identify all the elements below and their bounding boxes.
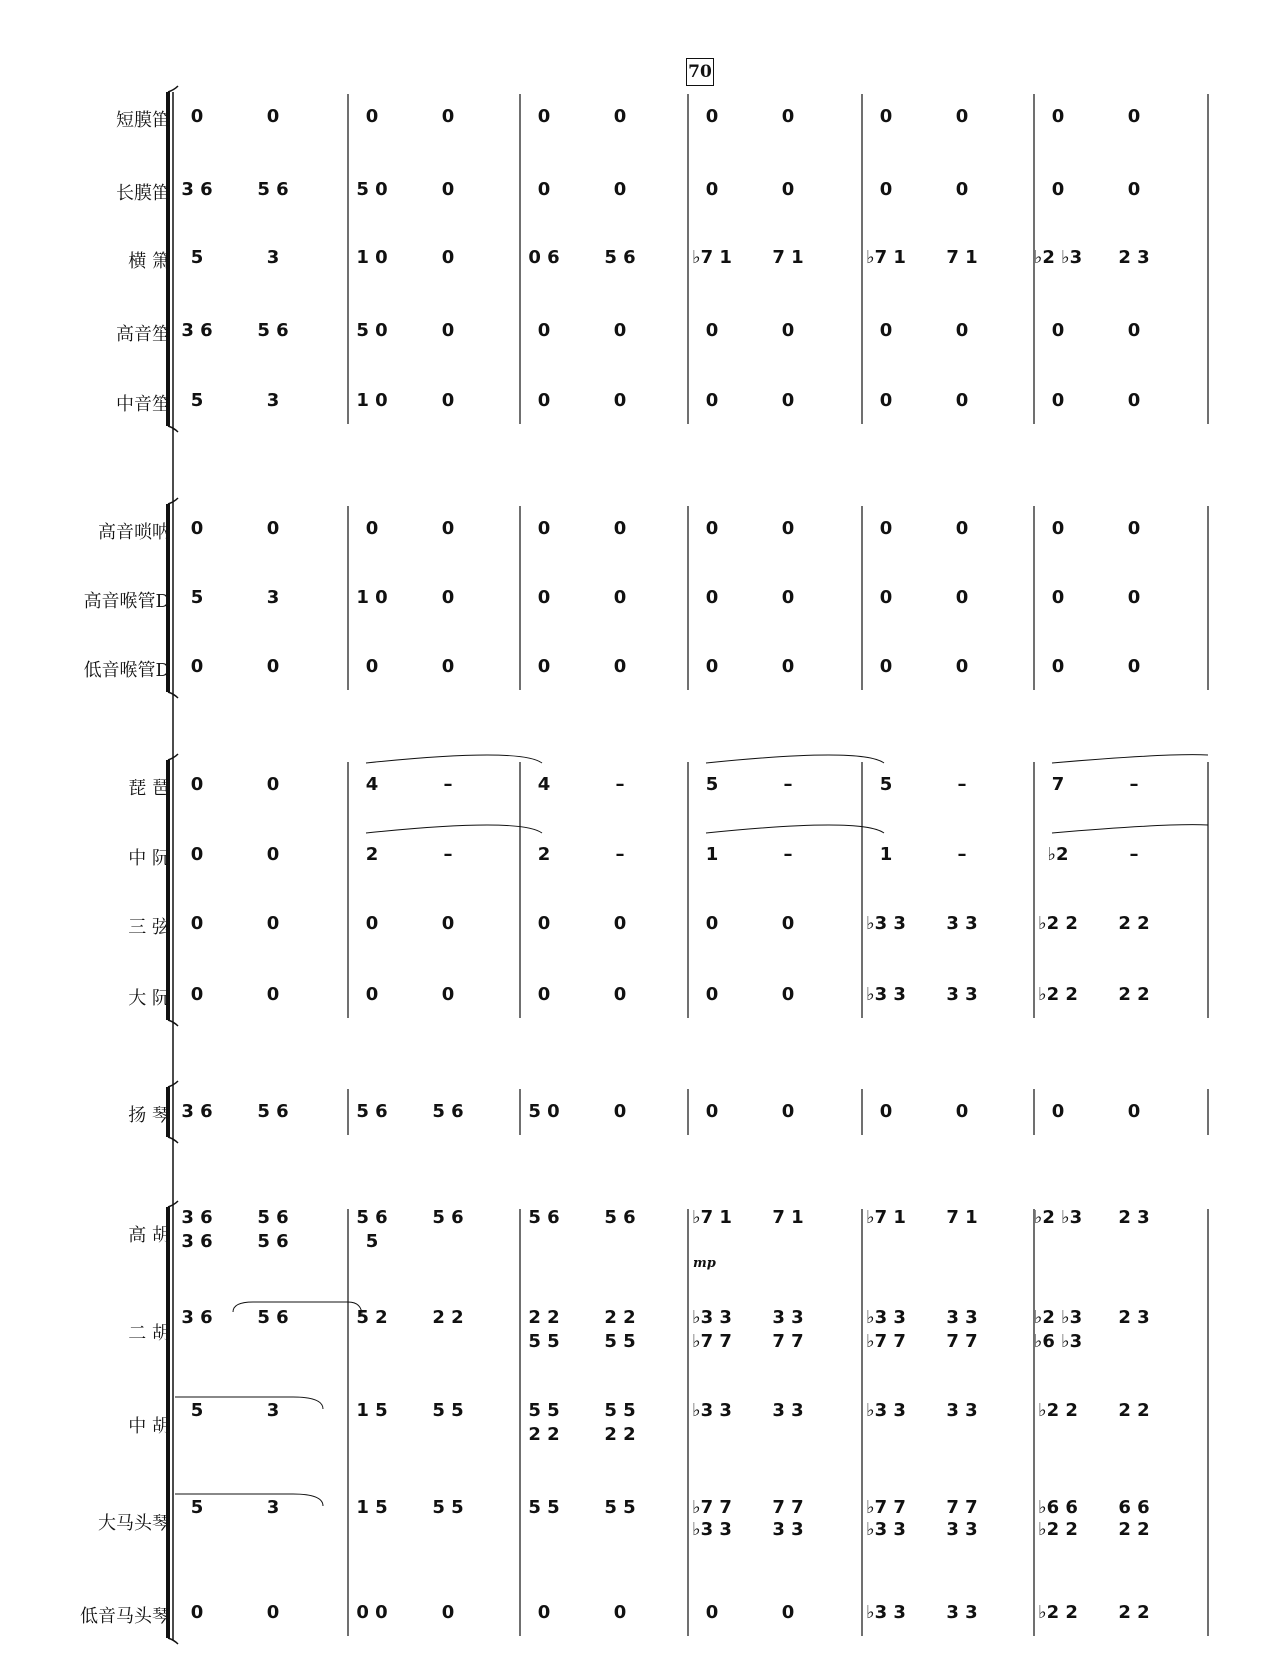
tie-arc: [706, 755, 884, 763]
note-cell: 0: [781, 587, 795, 608]
instrument-label: 中 胡: [128, 1416, 170, 1437]
note-cell: 0: [266, 106, 280, 127]
note-cell: 3 6: [181, 1307, 213, 1328]
note-cell: 0: [879, 587, 893, 608]
note-cell: ♭3 3: [866, 1400, 906, 1421]
note-cell: 0: [1127, 320, 1141, 341]
note-cell: 0: [781, 913, 795, 934]
note-cell: 5 6: [604, 1207, 636, 1228]
note-cell-lower: 2 2: [604, 1424, 636, 1445]
note-cell: 0: [705, 913, 719, 934]
note-cell: 7: [1051, 774, 1065, 795]
note-cell: 0: [441, 518, 455, 539]
note-cell: 0: [781, 106, 795, 127]
note-cell: 5 6: [528, 1207, 560, 1228]
note-cell: 0: [1127, 179, 1141, 200]
note-cell: 0: [190, 984, 204, 1005]
note-cell: 0: [365, 913, 379, 934]
note-cell: 0: [705, 179, 719, 200]
note-cell: 0: [537, 587, 551, 608]
note-cell: 0: [441, 320, 455, 341]
note-cell: 0: [441, 390, 455, 411]
note-cell: 0: [705, 587, 719, 608]
note-cell: 0: [1051, 587, 1065, 608]
note-cell: ♭2 ♭3: [1033, 1307, 1083, 1328]
tie-arc: [1052, 755, 1208, 763]
note-cell-lower: 3 3: [772, 1519, 804, 1540]
note-cell: 5: [190, 390, 204, 411]
slur: [233, 1302, 362, 1316]
note-cell: ♭6 6: [1038, 1497, 1078, 1518]
note-cell: –: [615, 844, 625, 865]
note-cell: 5 2: [356, 1307, 388, 1328]
note-cell: ♭2 2: [1038, 1602, 1078, 1623]
note-cell: ♭3 3: [866, 1602, 906, 1623]
note-cell: 0: [537, 984, 551, 1005]
note-cell: 5: [190, 587, 204, 608]
note-cell: 2 3: [1118, 1207, 1150, 1228]
instrument-label: 中 阮: [128, 848, 170, 869]
note-cell: 5 0: [528, 1101, 560, 1122]
note-cell: 0: [879, 1101, 893, 1122]
note-cell: 0: [955, 320, 969, 341]
note-cell: 0: [781, 390, 795, 411]
note-cell-lower: 3 3: [946, 1519, 978, 1540]
note-cell: –: [1129, 774, 1139, 795]
note-cell: 2 2: [1118, 913, 1150, 934]
bracket-hook-top: [168, 86, 178, 92]
note-cell: 0: [1051, 320, 1065, 341]
note-cell: 2: [365, 844, 379, 865]
note-cell: 0: [537, 390, 551, 411]
note-cell: 7 1: [772, 1207, 804, 1228]
note-cell: ♭3 3: [866, 1307, 906, 1328]
instrument-label: 长膜笛: [116, 183, 170, 204]
note-cell: 5: [705, 774, 719, 795]
note-cell: 0: [705, 320, 719, 341]
note-cell: 0: [266, 913, 280, 934]
note-cell: 0: [781, 320, 795, 341]
note-cell: 3: [266, 1400, 280, 1421]
note-cell: 0: [190, 774, 204, 795]
note-cell: 0: [537, 913, 551, 934]
instrument-label: 三 弦: [128, 917, 170, 938]
instrument-label: 低音马头琴: [80, 1606, 170, 1627]
note-cell: 1 0: [356, 247, 388, 268]
instrument-label: 高 胡: [128, 1225, 170, 1246]
instrument-label: 高音喉管D: [83, 591, 170, 612]
note-cell: 1 5: [356, 1400, 388, 1421]
note-cell-lower: 5 5: [528, 1331, 560, 1352]
note-cell: 5: [879, 774, 893, 795]
note-cell: 7 1: [946, 247, 978, 268]
note-cell: 0: [190, 1602, 204, 1623]
note-cell: 0: [441, 179, 455, 200]
note-cell: 0: [955, 656, 969, 677]
note-cell: 1: [705, 844, 719, 865]
note-cell: 0: [1051, 179, 1065, 200]
note-cell: 3 3: [946, 1307, 978, 1328]
note-cell: –: [443, 844, 453, 865]
note-cell: 5: [190, 1497, 204, 1518]
note-cell: 5 0: [356, 320, 388, 341]
note-cell: 0 0: [356, 1602, 388, 1623]
note-cell: 0: [441, 587, 455, 608]
note-cell: –: [783, 844, 793, 865]
note-cell: 0: [781, 518, 795, 539]
rehearsal-mark: 70: [686, 58, 714, 86]
note-cell: 0: [190, 106, 204, 127]
note-cell: 0: [1127, 1101, 1141, 1122]
note-cell: 0: [365, 106, 379, 127]
note-cell: ♭3 3: [866, 984, 906, 1005]
note-cell: 0: [537, 1602, 551, 1623]
note-cell: 0: [613, 390, 627, 411]
instrument-label: 短膜笛: [116, 110, 170, 131]
note-cell: 4: [365, 774, 379, 795]
note-cell: 0: [955, 518, 969, 539]
note-cell: 0: [441, 913, 455, 934]
note-cell: ♭3 3: [692, 1400, 732, 1421]
note-cell: 2 2: [1118, 1602, 1150, 1623]
note-cell: 0: [781, 1101, 795, 1122]
note-cell: 3 3: [946, 913, 978, 934]
note-cell-lower: 5: [365, 1231, 379, 1252]
note-cell: 0: [266, 518, 280, 539]
note-cell: 0: [955, 179, 969, 200]
instrument-label: 横 箫: [128, 251, 170, 272]
note-cell: 0: [365, 656, 379, 677]
note-cell: 4: [537, 774, 551, 795]
note-cell: 1: [879, 844, 893, 865]
dynamic-mark: mp: [693, 1256, 716, 1271]
note-cell: 7 1: [946, 1207, 978, 1228]
note-cell: ♭7 1: [692, 1207, 732, 1228]
note-cell: 0: [1127, 587, 1141, 608]
note-cell: 0: [705, 1602, 719, 1623]
note-cell: 0: [613, 179, 627, 200]
note-cell: 0: [537, 518, 551, 539]
note-cell: 5 5: [604, 1497, 636, 1518]
note-cell: ♭7 7: [692, 1497, 732, 1518]
note-cell: 0: [441, 247, 455, 268]
instrument-label: 琵 琶: [128, 778, 170, 799]
note-cell: 0: [190, 656, 204, 677]
note-cell: 5 0: [356, 179, 388, 200]
note-cell: –: [783, 774, 793, 795]
note-cell: 0: [955, 1101, 969, 1122]
note-cell: ♭2 2: [1038, 913, 1078, 934]
tie-arc: [366, 825, 542, 833]
note-cell: 2 2: [432, 1307, 464, 1328]
note-cell: 0: [441, 984, 455, 1005]
note-cell: 2 3: [1118, 247, 1150, 268]
note-cell: –: [957, 774, 967, 795]
note-cell: –: [615, 774, 625, 795]
note-cell: ♭7 1: [692, 247, 732, 268]
note-cell: 7 1: [772, 247, 804, 268]
note-cell: 5 5: [432, 1400, 464, 1421]
note-cell: 0: [781, 179, 795, 200]
note-cell: 5 6: [257, 1101, 289, 1122]
note-cell: –: [957, 844, 967, 865]
note-cell: ♭2 ♭3: [1033, 247, 1083, 268]
note-cell: 0: [613, 518, 627, 539]
note-cell: 0: [537, 320, 551, 341]
note-cell-lower: 5 5: [604, 1331, 636, 1352]
instrument-label: 高音唢呐: [98, 522, 170, 543]
note-cell: 0: [1127, 656, 1141, 677]
note-cell: 5 5: [528, 1497, 560, 1518]
note-cell: 1 5: [356, 1497, 388, 1518]
instrument-label: 中音笙: [116, 394, 170, 415]
note-cell: 0: [1051, 656, 1065, 677]
note-cell: 0: [441, 106, 455, 127]
note-cell: 5 6: [604, 247, 636, 268]
note-cell-lower: ♭3 3: [692, 1519, 732, 1540]
note-cell: 3 3: [946, 1400, 978, 1421]
note-cell: 0: [705, 518, 719, 539]
note-cell: 0: [613, 656, 627, 677]
note-cell: ♭2 ♭3: [1033, 1207, 1083, 1228]
instrument-label: 扬 琴: [128, 1105, 170, 1126]
note-cell: 5 6: [257, 1307, 289, 1328]
note-cell: 0: [613, 106, 627, 127]
note-cell: ♭3 3: [692, 1307, 732, 1328]
note-cell: 0: [537, 179, 551, 200]
note-cell: 2 2: [604, 1307, 636, 1328]
note-cell: 0: [266, 774, 280, 795]
note-cell: 0: [613, 587, 627, 608]
note-cell: 3: [266, 587, 280, 608]
note-cell: 2 2: [1118, 1400, 1150, 1421]
note-cell: 0: [1051, 1101, 1065, 1122]
note-cell: 3: [266, 1497, 280, 1518]
note-cell: 0: [613, 320, 627, 341]
note-cell: 0: [441, 656, 455, 677]
note-cell: 5 6: [356, 1207, 388, 1228]
note-cell: –: [443, 774, 453, 795]
note-cell: 0: [879, 656, 893, 677]
note-cell: 3 3: [946, 1602, 978, 1623]
note-cell: 0: [266, 1602, 280, 1623]
note-cell: 0: [781, 656, 795, 677]
note-cell: 2 2: [1118, 984, 1150, 1005]
note-cell: 5 6: [432, 1207, 464, 1228]
note-cell-lower: ♭2 2: [1038, 1519, 1078, 1540]
note-cell: 0: [266, 984, 280, 1005]
note-cell: 0 6: [528, 247, 560, 268]
note-cell-lower: 5 6: [257, 1231, 289, 1252]
note-cell: 5 6: [257, 320, 289, 341]
note-cell: 1 0: [356, 390, 388, 411]
note-cell: 3 6: [181, 179, 213, 200]
note-cell: 3 3: [946, 984, 978, 1005]
note-cell-lower: 2 2: [528, 1424, 560, 1445]
note-cell: 0: [365, 518, 379, 539]
note-cell: 5 6: [356, 1101, 388, 1122]
note-cell: 5 5: [432, 1497, 464, 1518]
note-cell: 0: [781, 984, 795, 1005]
instrument-label: 大 阮: [128, 988, 170, 1009]
note-cell: 5: [190, 1400, 204, 1421]
note-cell: 7 7: [772, 1497, 804, 1518]
note-cell: ♭2: [1047, 844, 1069, 865]
note-cell: 0: [879, 106, 893, 127]
note-cell: 0: [1051, 518, 1065, 539]
note-cell: 7 7: [946, 1497, 978, 1518]
note-cell-lower: ♭7 7: [866, 1331, 906, 1352]
note-cell: 0: [190, 913, 204, 934]
note-cell: 0: [266, 844, 280, 865]
instrument-label: 大马头琴: [98, 1513, 170, 1534]
note-cell-lower: ♭6 ♭3: [1033, 1331, 1083, 1352]
note-cell-lower: ♭7 7: [692, 1331, 732, 1352]
note-cell: 0: [1127, 390, 1141, 411]
note-cell: ♭2 2: [1038, 984, 1078, 1005]
note-cell: 0: [537, 656, 551, 677]
note-cell: ♭2 2: [1038, 1400, 1078, 1421]
note-cell: 3 3: [772, 1400, 804, 1421]
note-cell: 3 3: [772, 1307, 804, 1328]
note-cell: 0: [955, 390, 969, 411]
note-cell: 0: [1127, 518, 1141, 539]
note-cell-lower: 2 2: [1118, 1519, 1150, 1540]
tie-arc: [366, 755, 542, 763]
note-cell: 5 5: [528, 1400, 560, 1421]
note-cell: 0: [537, 106, 551, 127]
note-cell: –: [1129, 844, 1139, 865]
note-cell: 0: [613, 1101, 627, 1122]
tie-arc: [706, 825, 884, 833]
note-cell: 6 6: [1118, 1497, 1150, 1518]
note-cell: ♭3 3: [866, 913, 906, 934]
tie-arc: [1052, 825, 1208, 833]
note-cell: 5 6: [432, 1101, 464, 1122]
note-cell: 0: [613, 1602, 627, 1623]
note-cell: 1 0: [356, 587, 388, 608]
note-cell: 2: [537, 844, 551, 865]
slur: [175, 1397, 323, 1409]
note-cell: 0: [705, 390, 719, 411]
note-cell: 0: [879, 179, 893, 200]
note-cell: 5 6: [257, 1207, 289, 1228]
note-cell: 0: [1127, 106, 1141, 127]
note-cell: 0: [190, 844, 204, 865]
note-cell-lower: 3 6: [181, 1231, 213, 1252]
note-cell: 0: [879, 320, 893, 341]
note-cell: 0: [705, 656, 719, 677]
note-cell: ♭7 7: [866, 1497, 906, 1518]
note-cell: 0: [613, 984, 627, 1005]
note-cell: ♭7 1: [866, 1207, 906, 1228]
note-cell: 0: [955, 587, 969, 608]
note-cell: 3 6: [181, 1207, 213, 1228]
note-cell: 0: [190, 518, 204, 539]
note-cell: 0: [705, 106, 719, 127]
note-cell: 0: [955, 106, 969, 127]
note-cell: 0: [879, 390, 893, 411]
note-cell: 0: [441, 1602, 455, 1623]
note-cell: 0: [879, 518, 893, 539]
note-cell: 0: [1051, 106, 1065, 127]
instrument-label: 二 胡: [128, 1323, 170, 1344]
instrument-label: 低音喉管D: [83, 660, 170, 681]
note-cell: 2 2: [528, 1307, 560, 1328]
note-cell: 3 6: [181, 1101, 213, 1122]
note-cell: 5: [190, 247, 204, 268]
note-cell: 2 3: [1118, 1307, 1150, 1328]
note-cell: 3: [266, 390, 280, 411]
note-cell: 0: [781, 1602, 795, 1623]
note-cell: 0: [613, 913, 627, 934]
slur: [175, 1494, 323, 1506]
note-cell-lower: ♭3 3: [866, 1519, 906, 1540]
note-cell-lower: 7 7: [772, 1331, 804, 1352]
note-cell: 3 6: [181, 320, 213, 341]
note-cell: 5 5: [604, 1400, 636, 1421]
note-cell: 0: [705, 1101, 719, 1122]
note-cell: 0: [365, 984, 379, 1005]
note-cell: 5 6: [257, 179, 289, 200]
note-cell: 0: [266, 656, 280, 677]
note-cell: 3: [266, 247, 280, 268]
note-cell: 0: [1051, 390, 1065, 411]
instrument-label: 高音笙: [116, 324, 170, 345]
note-cell: ♭7 1: [866, 247, 906, 268]
note-cell: 0: [705, 984, 719, 1005]
note-cell-lower: 7 7: [946, 1331, 978, 1352]
